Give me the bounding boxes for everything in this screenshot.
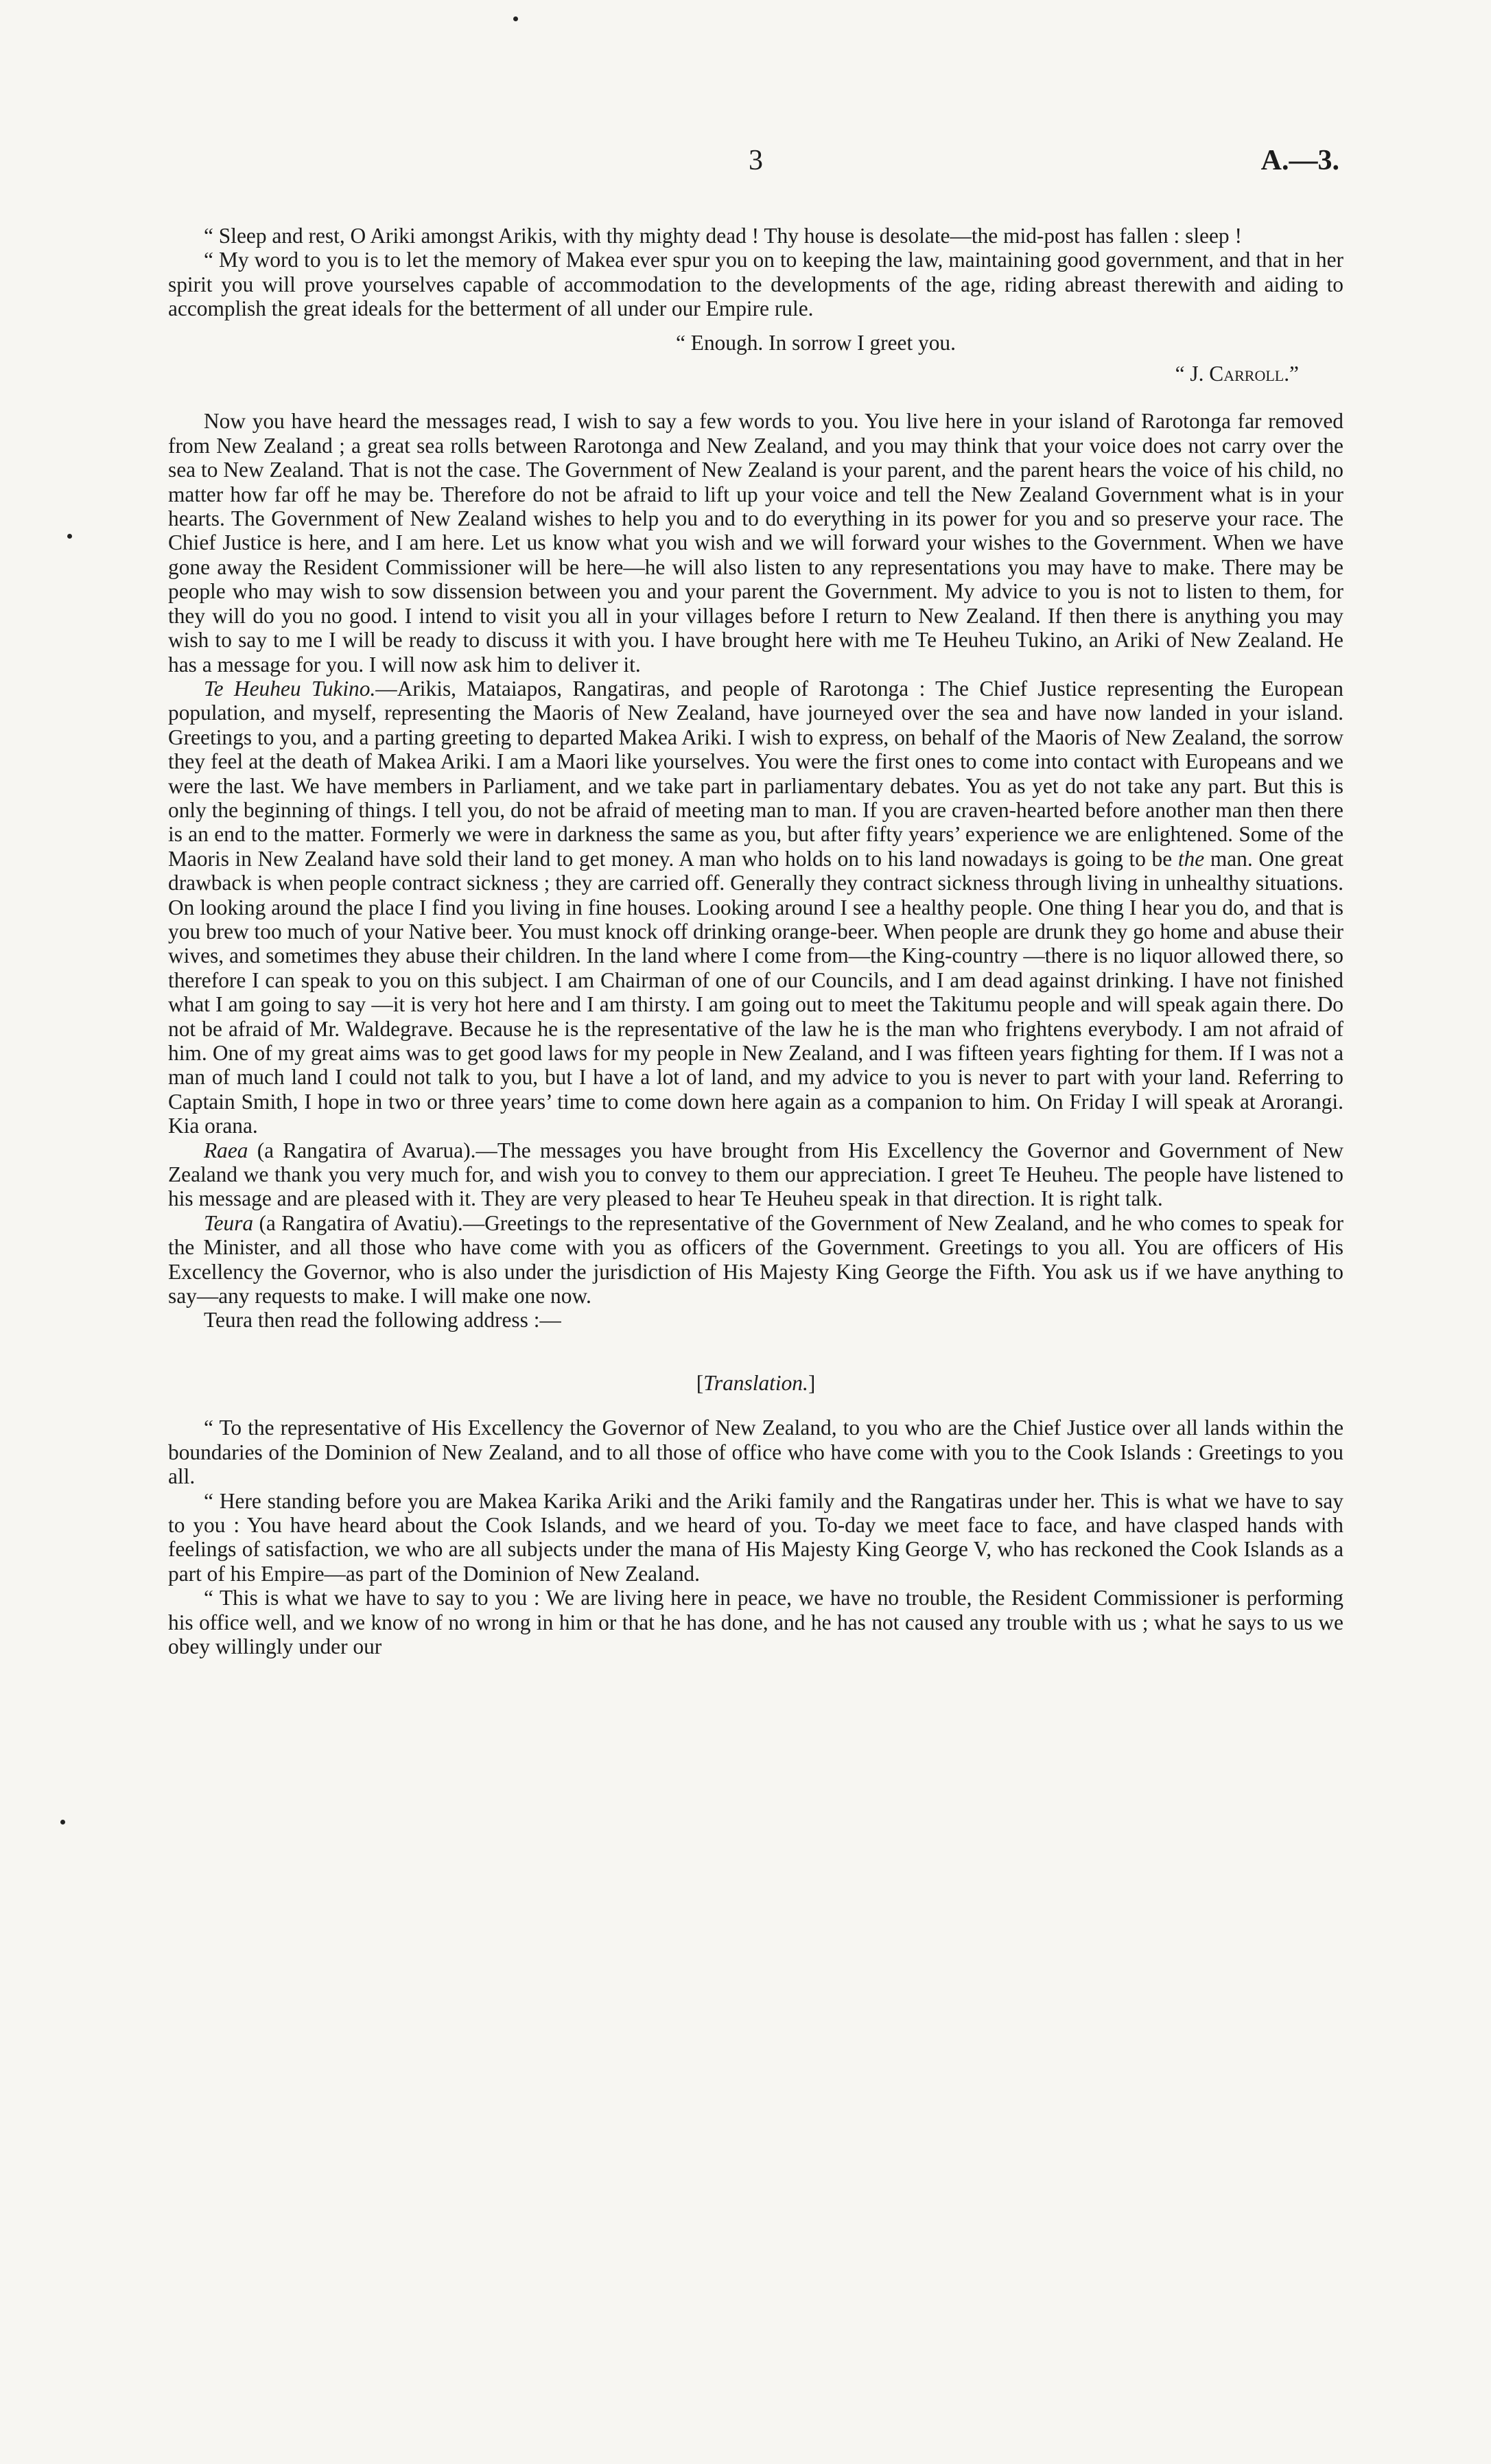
- carroll-closing: “ Enough. In sorrow I greet you.: [676, 330, 956, 355]
- carroll-signature: “ J. Carroll.”: [1175, 362, 1299, 386]
- translation-heading: [Translation.]: [696, 1370, 816, 1395]
- print-speck: [513, 16, 518, 21]
- body-text: [168, 224, 1343, 1658]
- margin-mark: [60, 1820, 65, 1824]
- translation-paragraph-1: “ To the representative of His Excellency the Governor of New Zealand, to you who are the Chief Justice over all lands within the boundaries of the Dominion of New Zealand, and to all those of office who have come with you to the Cook Islands : Greetings to you all.: [168, 1416, 1343, 1489]
- page-number: 3: [749, 145, 763, 176]
- page-header: [168, 144, 1343, 185]
- teura-paragraph: Teura (a Rangatira of Avatiu).—Greetings to the representative of the Government of New Zealand, and he who comes to speak for the Minister, and all those who have come with you as officers of the Government. Greetings to you all. You are officers of His Excellency the Governor, who is also under the jurisdiction of His Majesty King George the Fifth. You ask us if we have anything to say—any requests to make. I will make one now.: [168, 1210, 1343, 1309]
- carroll-paragraph-2: “ My word to you is to let the memory of Makea ever spur you on to keeping the law, maintaining good government, and that in her spirit you will prove yourselves capable of accommodation to the developments of the age, riding abreast therewith and aiding to accomplish the great ideals for the betterment of all under our Empire rule.: [168, 248, 1343, 321]
- speaker-name: Te Heuheu Tukino.: [204, 676, 376, 701]
- raea-paragraph: Raea (a Rangatira of Avarua).—The messages you have brought from His Excellency the Governor and Government of New Zealand we thank you very much for, and wish you to convey to them our appreciation. I greet Te Heuheu. The people have listened to his message and are pleased with it. They are very pleased to hear Te Heuheu speak in that direction. It is right talk.: [168, 1138, 1343, 1211]
- translation-paragraph-3: “ This is what we have to say to you : We are living here in peace, we have no trouble, the Resident Commissioner is performing his office well, and we know of no wrong in him or that he has done, and he has not caused any trouble with us ; what he says to us we obey willingly under our: [168, 1586, 1343, 1658]
- document-reference: A.—3.: [1260, 145, 1339, 176]
- carroll-paragraph-1: “ Sleep and rest, O Ariki amongst Arikis, with thy mighty dead ! Thy house is desolate—the mid-post has fallen : sleep !: [204, 224, 1242, 248]
- speaker-name: Raea: [204, 1138, 248, 1162]
- translation-paragraph-2: “ Here standing before you are Makea Karika Ariki and the Ariki family and the Rangatiras under her. This is what we have to say to you : You have heard about the Cook Islands, and we heard of you. To-day we meet face to face, and have clasped hands with feelings of satisfaction, we who are all subjects under the mana of His Majesty King George V, who has reckoned the Cook Islands as a part of his Empire—as part of the Dominion of New Zealand.: [168, 1488, 1343, 1586]
- speech-paragraph: Now you have heard the messages read, I wish to say a few words to you. You live here in your island of Rarotonga far removed from New Zealand ; a great sea rolls between Rarotonga and New Zealand, and you may think that your voice does not carry over the sea to New Zealand. That is not the case. The Government of New Zealand is your parent, and the parent hears the voice of his child, no matter how far off he may be. Therefore do not be afraid to lift up your voice and tell the New Zealand Government what is in your hearts. The Government of New Zealand wishes to help you and to do everything in its power for you and so preserve your race. The Chief Justice is here, and I am here. Let us know what you wish and we will forward your wishes to the Government. When we have gone away the Resident Commissioner will be here—he will also listen to any representations you may have to make. There may be people who may wish to sow dissension between you and your parent the Government. My advice to you is not to listen to them, for they will do you no good. I intend to visit you all in your villages before I return to New Zealand. If then there is anything you may wish to say to me I will be ready to discuss it with you. I have brought here with me Te Heuheu Tukino, an Ariki of New Zealand. He has a message for you. I will now ask him to deliver it.: [168, 409, 1343, 677]
- te-heuheu-paragraph: Te Heuheu Tukino.—Arikis, Mataiapos, Rangatiras, and people of Rarotonga : The Chief Justice representing the European population, and myself, representing the Maoris of New Zealand, have journeyed over the sea and have now landed in your island. Greetings to you, and a parting greeting to departed Makea Ariki. I wish to express, on behalf of the Maoris of New Zealand, the sorrow they feel at the death of Makea Ariki. I am a Maori like yourselves. You were the first ones to come into contact with Europeans and we were the last. We have members in Parliament, and we take part in parliamentary debates. You as yet do not take any part. But this is only the beginning of things. I tell you, do not be afraid of meeting man to man. If you are craven-hearted before another man then there is an end to the matter. Formerly we were in darkness the same as you, but after fifty years’ experience we are enlightened. Some of the Maoris in New Zealand have sold their land to get money. A man who holds on to his land nowadays is going to be the man. One great drawback is when people contract sickness ; they are carried off. Generally they contract sickness through living in unhealthy situations. On looking around the place I find you living in fine houses. Looking around I see a healthy people. One thing I hear you do, and that is you brew too much of your Native beer. You must knock off drinking orange-beer. When people are drunk they go home and abuse their wives, and sometimes they abuse their children. In the land where I come from—the King-country —there is no liquor allowed there, so therefore I can speak to you on this subject. I am Chairman of one of our Councils, and I am dead against drinking. I have not finished what I am going to say —it is very hot here and I am thirsty. I am going out to meet the Takitumu people and will speak again there. Do not be afraid of Mr. Waldegrave. Because he is the representative of the law he is the man who frightens everybody. I am not afraid of him. One of my great aims was to get good laws for my people in New Zealand, and I was fifteen years fighting for them. If I was not a man of much land I could not talk to you, but I have a lot of land, and my advice to you is never to part with your land. Referring to Captain Smith, I hope in two or three years’ time to come down here again as a companion to him. On Friday I will speak at Arorangi. Kia orana.: [168, 676, 1344, 1138]
- speaker-name: Teura: [204, 1210, 254, 1235]
- margin-mark: [67, 534, 72, 539]
- address-intro: Teura then read the following address :—: [204, 1308, 561, 1333]
